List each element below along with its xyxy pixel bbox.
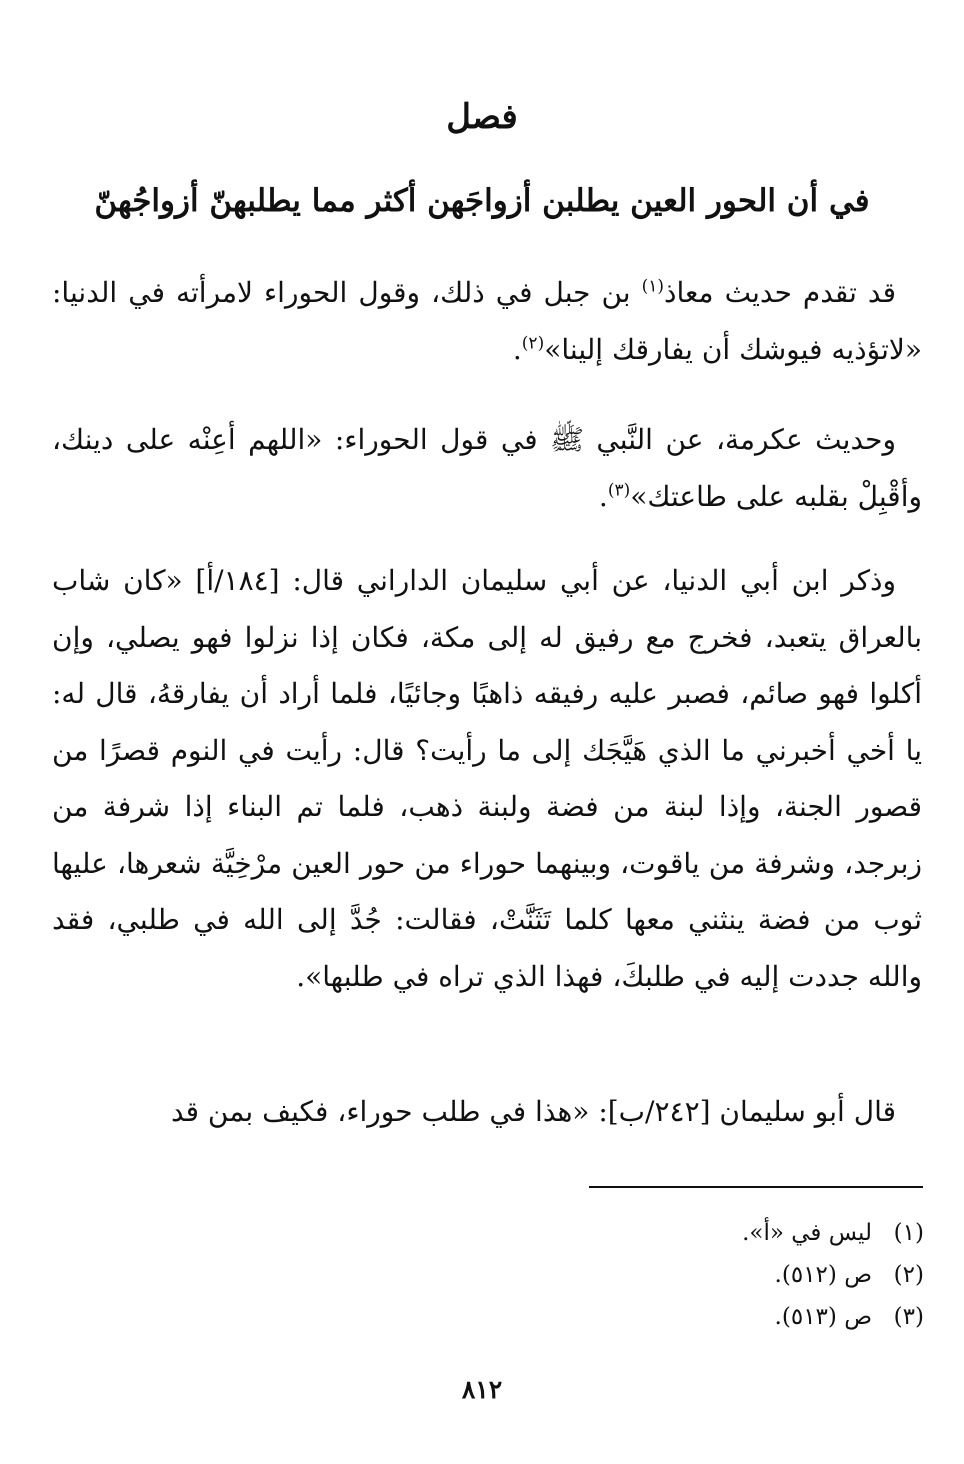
footnote-ref-3: (٣)	[607, 480, 631, 501]
paragraph-1-text-start: قد تقدم حديث معاذ	[664, 276, 896, 309]
footnote-number: (١)	[893, 1220, 924, 1246]
paragraph-3-text: وذكر ابن أبي الدنيا، عن أبي سليمان الداراني قال: [١٨٤/أ] «كان شاب بالعراق يتعبد، فخرج مع رفيق له إلى مكة، فكان إذا نزلوا فهو يصلي، وإن أكلوا فهو صائم، فصبر عليه رفيقه ذاهبًا وجائيًا، فلما أراد أن يفارقهُ، قال له: يا أخي أخبرني ما الذي هَيَّجَك إلى ما رأيت؟ قال: رأيت في النوم قصرًا من قصور الجنة، وإذا لبنة من فضة ولبنة ذهب، فلما تم البناء إذا شرفة من زبرجد، وشرفة من ياقوت، وبينهما حوراء من حور العين مرْخِيَّة شعرها، عليها ثوب من فضة ينثني معها كلما تَثَنَّتْ، فقالت: جُدَّ إلى الله في طلبي، فقد والله جددت إليه في طلبكَ، فهذا الذي تراه في طلبها».	[52, 564, 922, 993]
footnote-ref-1: (١)	[641, 276, 665, 297]
page-number: ٨١٢	[461, 1375, 503, 1404]
footnote-separator	[589, 1186, 923, 1188]
chapter-title: فصل	[446, 97, 518, 137]
section-subtitle: في أن الحور العين يطلبن أزواجَهن أكثر مما يطلبهنّ أزواجُهنّ	[94, 183, 870, 219]
paragraph-2-text: وحديث عكرمة، عن النَّبي ﷺ في قول الحوراء: «اللهم أعِنْه على دينك، وأقْبِلْ بقلبه على طاعتك»	[52, 423, 922, 513]
footnote-item	[504, 1296, 924, 1338]
paragraph-3	[52, 553, 922, 1005]
footnote-text: ص (٥١٣).	[774, 1304, 872, 1330]
paragraph-1-text-middle: بن جبل في ذلك، وقول الحوراء لامرأته في الدنيا: «لاتؤذيه فيوشك أن يفارقك إلينا»	[52, 276, 922, 366]
footnotes-list	[504, 1212, 924, 1338]
footnote-item	[504, 1254, 924, 1296]
paragraph-4-text: قال أبو سليمان [٢٤٢/ب]: «هذا في طلب حوراء، فكيف بمن قد	[170, 1095, 896, 1128]
footnote-number: (٢)	[893, 1262, 924, 1288]
footnote-item	[504, 1212, 924, 1254]
footnote-text: ص (٥١٢).	[774, 1262, 872, 1288]
footnote-ref-2: (٢)	[521, 333, 545, 354]
paragraph-4	[52, 1084, 922, 1141]
paragraph-2	[52, 412, 922, 525]
paragraph-1	[52, 265, 922, 378]
paragraph-2-text-end: .	[598, 479, 608, 513]
paragraph-1-text-end: .	[512, 332, 522, 366]
footnote-number: (٣)	[893, 1304, 924, 1330]
footnote-text: ليس في «أ».	[742, 1220, 872, 1246]
